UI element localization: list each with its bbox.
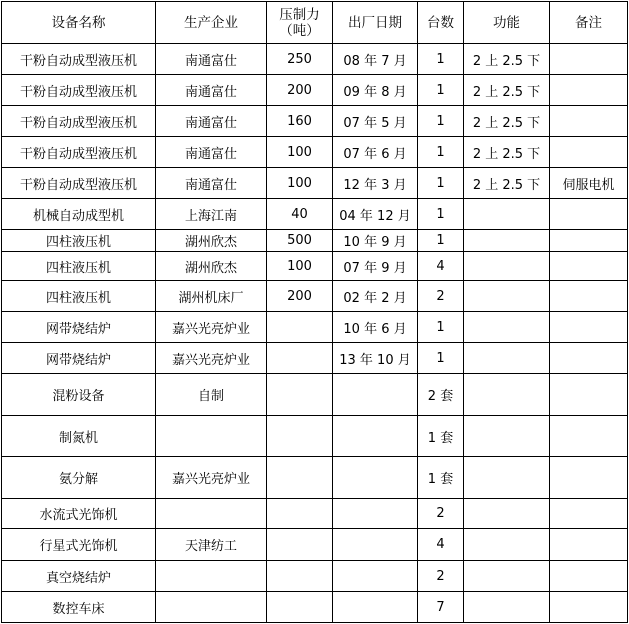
cell-date: 07 年 5 月: [333, 106, 418, 137]
cell-function: [464, 457, 550, 499]
cell-date: [333, 416, 418, 457]
cell-function: [464, 199, 550, 230]
cell-force: 100: [267, 137, 333, 168]
cell-name: 真空烧结炉: [2, 561, 156, 592]
header-maker: 生产企业: [156, 2, 267, 44]
cell-count: 2 套: [418, 374, 464, 416]
cell-maker: 嘉兴光亮炉业: [156, 457, 267, 499]
cell-name: 水流式光饰机: [2, 499, 156, 529]
table-row: [2, 374, 628, 416]
cell-name: 混粉设备: [2, 374, 156, 416]
header-note: 备注: [550, 2, 628, 44]
cell-count: 2: [418, 281, 464, 312]
cell-date: 10 年 6 月: [333, 312, 418, 343]
header-function: 功能: [464, 2, 550, 44]
cell-maker: 湖州欣杰: [156, 230, 267, 252]
cell-maker: [156, 561, 267, 592]
cell-name: 氨分解: [2, 457, 156, 499]
cell-name: 制氮机: [2, 416, 156, 457]
cell-date: 10 年 9 月: [333, 230, 418, 252]
cell-count: 1: [418, 199, 464, 230]
cell-force: 250: [267, 44, 333, 75]
cell-name: 网带烧结炉: [2, 312, 156, 343]
cell-force: 500: [267, 230, 333, 252]
cell-note: [550, 281, 628, 312]
table-row: [2, 416, 628, 457]
cell-note: [550, 199, 628, 230]
cell-count: 1: [418, 312, 464, 343]
header-name: 设备名称: [2, 2, 156, 44]
cell-note: [550, 457, 628, 499]
table-row: [2, 75, 628, 106]
cell-maker: [156, 416, 267, 457]
cell-force: [267, 457, 333, 499]
cell-maker: 嘉兴光亮炉业: [156, 312, 267, 343]
cell-function: [464, 252, 550, 281]
cell-count: 2: [418, 499, 464, 529]
table-row: [2, 106, 628, 137]
cell-function: [464, 416, 550, 457]
cell-maker: 南通富仕: [156, 44, 267, 75]
header-row: [2, 2, 628, 44]
table-row: [2, 252, 628, 281]
header-force: 压制力 （吨）: [267, 2, 333, 44]
table-row: [2, 137, 628, 168]
cell-force: 100: [267, 252, 333, 281]
cell-function: [464, 343, 550, 374]
table-row: [2, 499, 628, 529]
cell-note: [550, 312, 628, 343]
cell-count: 1: [418, 44, 464, 75]
cell-note: [550, 416, 628, 457]
cell-date: 07 年 6 月: [333, 137, 418, 168]
cell-force: 200: [267, 281, 333, 312]
table-row: [2, 457, 628, 499]
header-date: 出厂日期: [333, 2, 418, 44]
table-row: [2, 230, 628, 252]
cell-note: [550, 561, 628, 592]
cell-note: [550, 343, 628, 374]
cell-force: 40: [267, 199, 333, 230]
cell-note: [550, 252, 628, 281]
cell-count: 1: [418, 230, 464, 252]
cell-note: [550, 75, 628, 106]
cell-force: [267, 374, 333, 416]
cell-date: 09 年 8 月: [333, 75, 418, 106]
cell-name: 干粉自动成型液压机: [2, 168, 156, 199]
cell-date: [333, 499, 418, 529]
table-row: [2, 529, 628, 561]
cell-count: 1: [418, 168, 464, 199]
cell-function: [464, 561, 550, 592]
cell-name: 四柱液压机: [2, 230, 156, 252]
cell-count: 1 套: [418, 416, 464, 457]
cell-function: 2 上 2.5 下: [464, 75, 550, 106]
cell-date: [333, 457, 418, 499]
cell-force: [267, 592, 333, 623]
cell-name: 机械自动成型机: [2, 199, 156, 230]
cell-maker: 南通富仕: [156, 75, 267, 106]
cell-function: 2 上 2.5 下: [464, 168, 550, 199]
cell-count: 1 套: [418, 457, 464, 499]
cell-maker: 湖州机床厂: [156, 281, 267, 312]
cell-function: 2 上 2.5 下: [464, 44, 550, 75]
table-row: [2, 592, 628, 623]
cell-count: 1: [418, 137, 464, 168]
table-row: [2, 44, 628, 75]
cell-maker: [156, 592, 267, 623]
table-body: [2, 44, 628, 623]
cell-name: 干粉自动成型液压机: [2, 106, 156, 137]
cell-force: [267, 312, 333, 343]
cell-function: [464, 281, 550, 312]
cell-note: [550, 374, 628, 416]
cell-maker: 南通富仕: [156, 106, 267, 137]
cell-force: 160: [267, 106, 333, 137]
cell-function: [464, 230, 550, 252]
cell-count: 1: [418, 343, 464, 374]
cell-count: 4: [418, 252, 464, 281]
cell-name: 网带烧结炉: [2, 343, 156, 374]
cell-function: [464, 374, 550, 416]
cell-date: 07 年 9 月: [333, 252, 418, 281]
cell-force: [267, 416, 333, 457]
cell-note: [550, 230, 628, 252]
table-row: [2, 561, 628, 592]
cell-note: 伺服电机: [550, 168, 628, 199]
table-row: [2, 168, 628, 199]
cell-count: 7: [418, 592, 464, 623]
cell-date: [333, 561, 418, 592]
cell-note: [550, 592, 628, 623]
cell-date: 12 年 3 月: [333, 168, 418, 199]
cell-count: 1: [418, 75, 464, 106]
cell-date: [333, 529, 418, 561]
cell-function: [464, 499, 550, 529]
cell-name: 干粉自动成型液压机: [2, 137, 156, 168]
cell-name: 四柱液压机: [2, 281, 156, 312]
cell-name: 四柱液压机: [2, 252, 156, 281]
cell-count: 2: [418, 561, 464, 592]
cell-force: 200: [267, 75, 333, 106]
cell-maker: 湖州欣杰: [156, 252, 267, 281]
cell-date: [333, 592, 418, 623]
table-row: [2, 281, 628, 312]
cell-count: 4: [418, 529, 464, 561]
cell-date: [333, 374, 418, 416]
cell-name: 行星式光饰机: [2, 529, 156, 561]
cell-note: [550, 499, 628, 529]
cell-function: [464, 592, 550, 623]
cell-name: 数控车床: [2, 592, 156, 623]
cell-force: [267, 499, 333, 529]
cell-maker: 嘉兴光亮炉业: [156, 343, 267, 374]
cell-note: [550, 137, 628, 168]
cell-function: [464, 529, 550, 561]
cell-note: [550, 529, 628, 561]
cell-force: 100: [267, 168, 333, 199]
table-row: [2, 312, 628, 343]
cell-date: 13 年 10 月: [333, 343, 418, 374]
cell-date: 02 年 2 月: [333, 281, 418, 312]
header-count: 台数: [418, 2, 464, 44]
cell-name: 干粉自动成型液压机: [2, 75, 156, 106]
cell-function: [464, 312, 550, 343]
cell-maker: 上海江南: [156, 199, 267, 230]
cell-force: [267, 561, 333, 592]
cell-name: 干粉自动成型液压机: [2, 44, 156, 75]
cell-force: [267, 529, 333, 561]
cell-count: 1: [418, 106, 464, 137]
table-row: [2, 199, 628, 230]
cell-maker: [156, 499, 267, 529]
cell-note: [550, 44, 628, 75]
cell-function: 2 上 2.5 下: [464, 106, 550, 137]
cell-force: [267, 343, 333, 374]
cell-date: 04 年 12 月: [333, 199, 418, 230]
cell-maker: 南通富仕: [156, 168, 267, 199]
cell-date: 08 年 7 月: [333, 44, 418, 75]
equipment-table: [1, 1, 628, 623]
cell-note: [550, 106, 628, 137]
table-row: [2, 343, 628, 374]
cell-maker: 南通富仕: [156, 137, 267, 168]
cell-function: 2 上 2.5 下: [464, 137, 550, 168]
cell-maker: 天津纺工: [156, 529, 267, 561]
cell-maker: 自制: [156, 374, 267, 416]
